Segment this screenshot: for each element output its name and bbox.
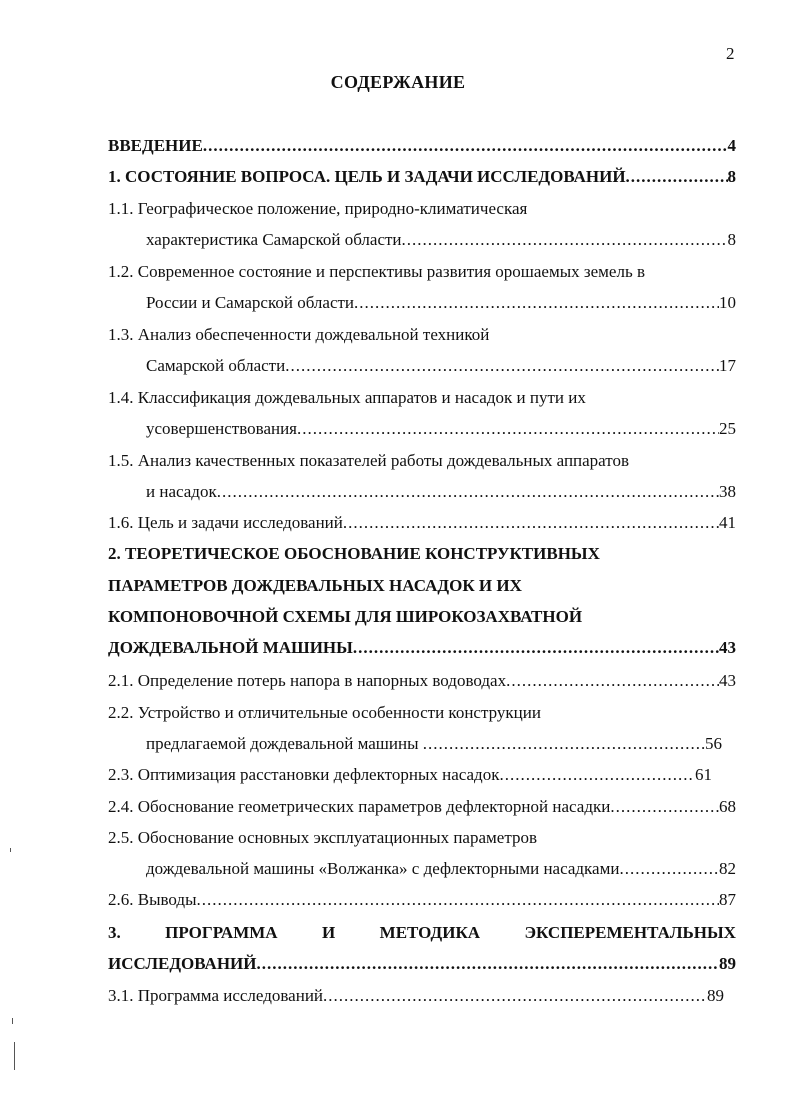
toc-entry-1-5-line1: 1.5. Анализ качественных показателей работы дождевальных аппаратов <box>108 451 630 470</box>
toc-entry-1-5: и насадок ..... 38 <box>146 481 736 503</box>
scan-artifact-mark <box>10 848 11 852</box>
toc-entry-3-1: 3.1. Программа исследований ..... 89 <box>108 985 724 1007</box>
toc-entry-1-1: характеристика Самарской области ..... 8 <box>146 229 736 251</box>
toc-entry-chapter-1: 1. СОСТОЯНИЕ ВОПРОСА. ЦЕЛЬ И ЗАДАЧИ ИССЛЕДОВАНИЙ ..... 8 <box>108 166 736 188</box>
toc-entry-1-1-line1: 1.1. Географическое положение, природно-климатическая <box>108 199 528 218</box>
toc-entry-1-4: усовершенствования ..... 25 <box>146 418 736 440</box>
toc-entry-2-2: предлагаемой дождевальной машины ..... 56 <box>146 733 722 755</box>
toc-entry-1-2-line1: 1.2. Современное состояние и перспективы развития орошаемых земель в <box>108 262 645 281</box>
toc-entry-chapter-2-line3: КОМПОНОВОЧНОЙ СХЕМЫ ДЛЯ ШИРОКОЗАХВАТНОЙ <box>108 607 583 626</box>
toc-entry-2-2-line1: 2.2. Устройство и отличительные особенности конструкции <box>108 703 541 722</box>
page-number: 2 <box>726 44 735 63</box>
toc-entry-chapter-3: ИССЛЕДОВАНИЙ ..... 89 <box>108 953 736 975</box>
toc-entry-introduction: ВВЕДЕНИЕ ..... 4 <box>108 135 736 157</box>
toc-entry-2-5: дождевальной машины «Волжанка» с дефлекторными насадками ..... 82 <box>146 858 736 880</box>
toc-entry-2-6: 2.6. Выводы ..... 87 <box>108 889 736 911</box>
toc-entry-chapter-2-line2: ПАРАМЕТРОВ ДОЖДЕВАЛЬНЫХ НАСАДОК И ИХ <box>108 576 522 595</box>
toc-entry-1-6: 1.6. Цель и задачи исследований ..... 41 <box>108 512 736 534</box>
toc-entry-1-2: России и Самарской области ..... 10 <box>146 292 736 314</box>
toc-entry-1-4-line1: 1.4. Классификация дождевальных аппаратов и насадок и пути их <box>108 388 586 407</box>
toc-entry-2-1: 2.1. Определение потерь напора в напорных водоводах ..... 43 <box>108 670 736 692</box>
toc-entry-2-5-line1: 2.5. Обоснование основных эксплуатационных параметров <box>108 828 537 847</box>
toc-entry-2-3: 2.3. Оптимизация расстановки дефлекторных насадок ..... 61 <box>108 764 712 786</box>
toc-entry-chapter-3-line1: 3. ПРОГРАММА И МЕТОДИКА ЭКСПЕРЕМЕНТАЛЬНЫХ <box>108 923 736 942</box>
scan-artifact-mark <box>12 1018 13 1024</box>
toc-entry-chapter-2-line1: 2. ТЕОРЕТИЧЕСКОЕ ОБОСНОВАНИЕ КОНСТРУКТИВНЫХ <box>108 544 600 563</box>
toc-entry-1-3: Самарской области ..... 17 <box>146 355 736 377</box>
toc-entry-chapter-2: ДОЖДЕВАЛЬНОЙ МАШИНЫ ..... 43 <box>108 637 736 659</box>
scan-artifact-mark <box>14 1042 15 1070</box>
toc-entry-1-3-line1: 1.3. Анализ обеспеченности дождевальной техникой <box>108 325 490 344</box>
page-title: СОДЕРЖАНИЕ <box>330 72 466 92</box>
toc-entry-2-4: 2.4. Обоснование геометрических параметров дефлекторной насадки ..... 68 <box>108 796 736 818</box>
